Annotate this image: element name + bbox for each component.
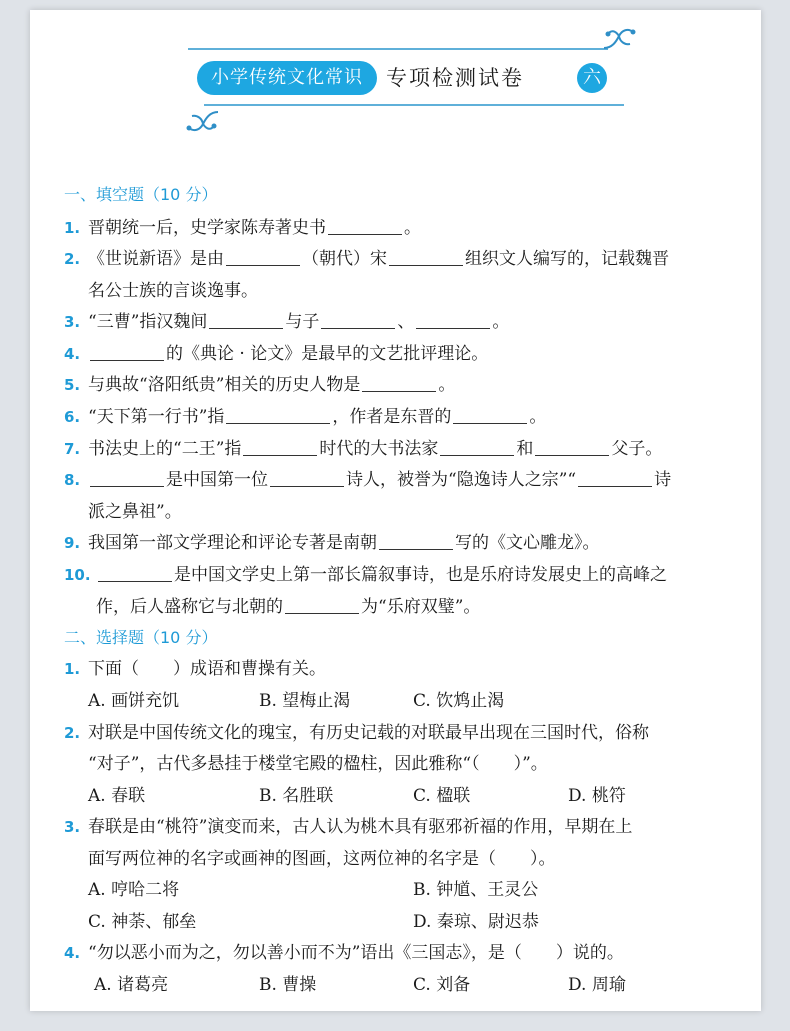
answer-blank[interactable] [226,405,330,424]
fill-question-1: 1. 晋朝统一后，史学家陈寿著史书 。 [64,218,421,238]
choice-question-3-cont: 面写两位神的名字或画神的图画，这两位神的名字是（ ）。 [88,849,556,869]
title-badge: 六 [577,63,607,93]
fill-question-2-cont: 名公士族的言谈逸事。 [88,281,258,301]
choice-question-3: 3. 春联是由“桃符”演变而来，古人认为桃木具有驱邪祈福的作用，早期在上 [64,817,633,837]
fill-question-10-cont: 作，后人盛称它与北朝的 为“乐府双璧”。 [96,597,481,617]
fill-question-3: 3. “三曹”指汉魏间 与子 、 。 [64,312,510,332]
answer-blank[interactable] [90,468,164,487]
answer-blank[interactable] [270,468,344,487]
exam-page [30,10,761,1011]
choice-question-1: 1. 下面（ ）成语和曹操有关。 [64,659,326,679]
header-rule-top [188,48,608,50]
answer-blank[interactable] [389,247,463,266]
flourish-ornament-icon [602,26,636,52]
option-a[interactable]: A. 画饼充饥 [88,691,180,711]
option-d[interactable]: D. 周瑜 [568,975,626,995]
section-heading-fill: 一、填空题（10 分） [64,185,218,204]
option-c[interactable]: C. 楹联 [413,786,471,806]
flourish-ornament-icon [186,108,220,134]
fill-question-8-cont: 派之鼻祖”。 [88,502,182,522]
choice-question-2-cont: “对子”，古代多悬挂于楼堂宅殿的楹柱，因此雅称“（ ）”。 [88,754,548,774]
answer-blank[interactable] [416,310,490,329]
fill-question-2: 2. 《世说新语》是由 （朝代）宋 组织文人编写的，记载魏晋 [64,249,669,269]
section-heading-choice: 二、选择题（10 分） [64,628,218,647]
answer-blank[interactable] [535,437,609,456]
fill-question-9: 9. 我国第一部文学理论和评论专著是南朝 写的《文心雕龙》。 [64,533,600,553]
answer-blank[interactable] [328,216,402,235]
option-a[interactable]: A. 春联 [88,786,146,806]
choice-question-4: 4. “勿以恶小而为之，勿以善小而不为”语出《三国志》，是（ ）说的。 [64,943,624,963]
page-title: 专项检测试卷 [386,66,524,90]
choice-question-2: 2. 对联是中国传统文化的瑰宝，有历史记载的对联最早出现在三国时代，俗称 [64,723,649,743]
answer-blank[interactable] [379,531,453,550]
option-d[interactable]: D. 秦琼、尉迟恭 [413,912,539,932]
answer-blank[interactable] [209,310,283,329]
answer-blank[interactable] [243,437,317,456]
fill-question-4: 4. 的《典论 · 论文》是最早的文艺批评理论。 [64,344,489,364]
option-b[interactable]: B. 望梅止渴 [259,691,351,711]
option-d[interactable]: D. 桃符 [568,786,626,806]
option-c[interactable]: C. 饮鸩止渴 [413,691,505,711]
fill-question-10: 10. 是中国文学史上第一部长篇叙事诗，也是乐府诗发展史上的高峰之 [64,565,667,585]
answer-blank[interactable] [578,468,652,487]
option-b[interactable]: B. 名胜联 [259,786,334,806]
option-b[interactable]: B. 钟馗、王灵公 [413,880,539,900]
option-a[interactable]: A. 诸葛亮 [94,975,169,995]
option-a[interactable]: A. 哼哈二将 [88,880,180,900]
option-c[interactable]: C. 神荼、郁垒 [88,912,197,932]
header-rule-bottom [204,104,624,106]
option-c[interactable]: C. 刘备 [413,975,471,995]
option-b[interactable]: B. 曹操 [259,975,317,995]
answer-blank[interactable] [321,310,395,329]
answer-blank[interactable] [90,342,164,361]
answer-blank[interactable] [362,373,436,392]
answer-blank[interactable] [98,563,172,582]
answer-blank[interactable] [226,247,300,266]
fill-question-7: 7. 书法史上的“二王”指 时代的大书法家 和 父子。 [64,439,663,459]
answer-blank[interactable] [285,595,359,614]
fill-question-5: 5. 与典故“洛阳纸贵”相关的历史人物是 。 [64,375,456,395]
answer-blank[interactable] [453,405,527,424]
fill-question-8: 8. 是中国第一位 诗人，被誉为“隐逸诗人之宗”“ 诗 [64,470,672,490]
answer-blank[interactable] [440,437,514,456]
fill-question-6: 6. “天下第一行书”指 ，作者是东晋的 。 [64,407,547,427]
title-pill: 小学传统文化常识 [197,61,377,95]
